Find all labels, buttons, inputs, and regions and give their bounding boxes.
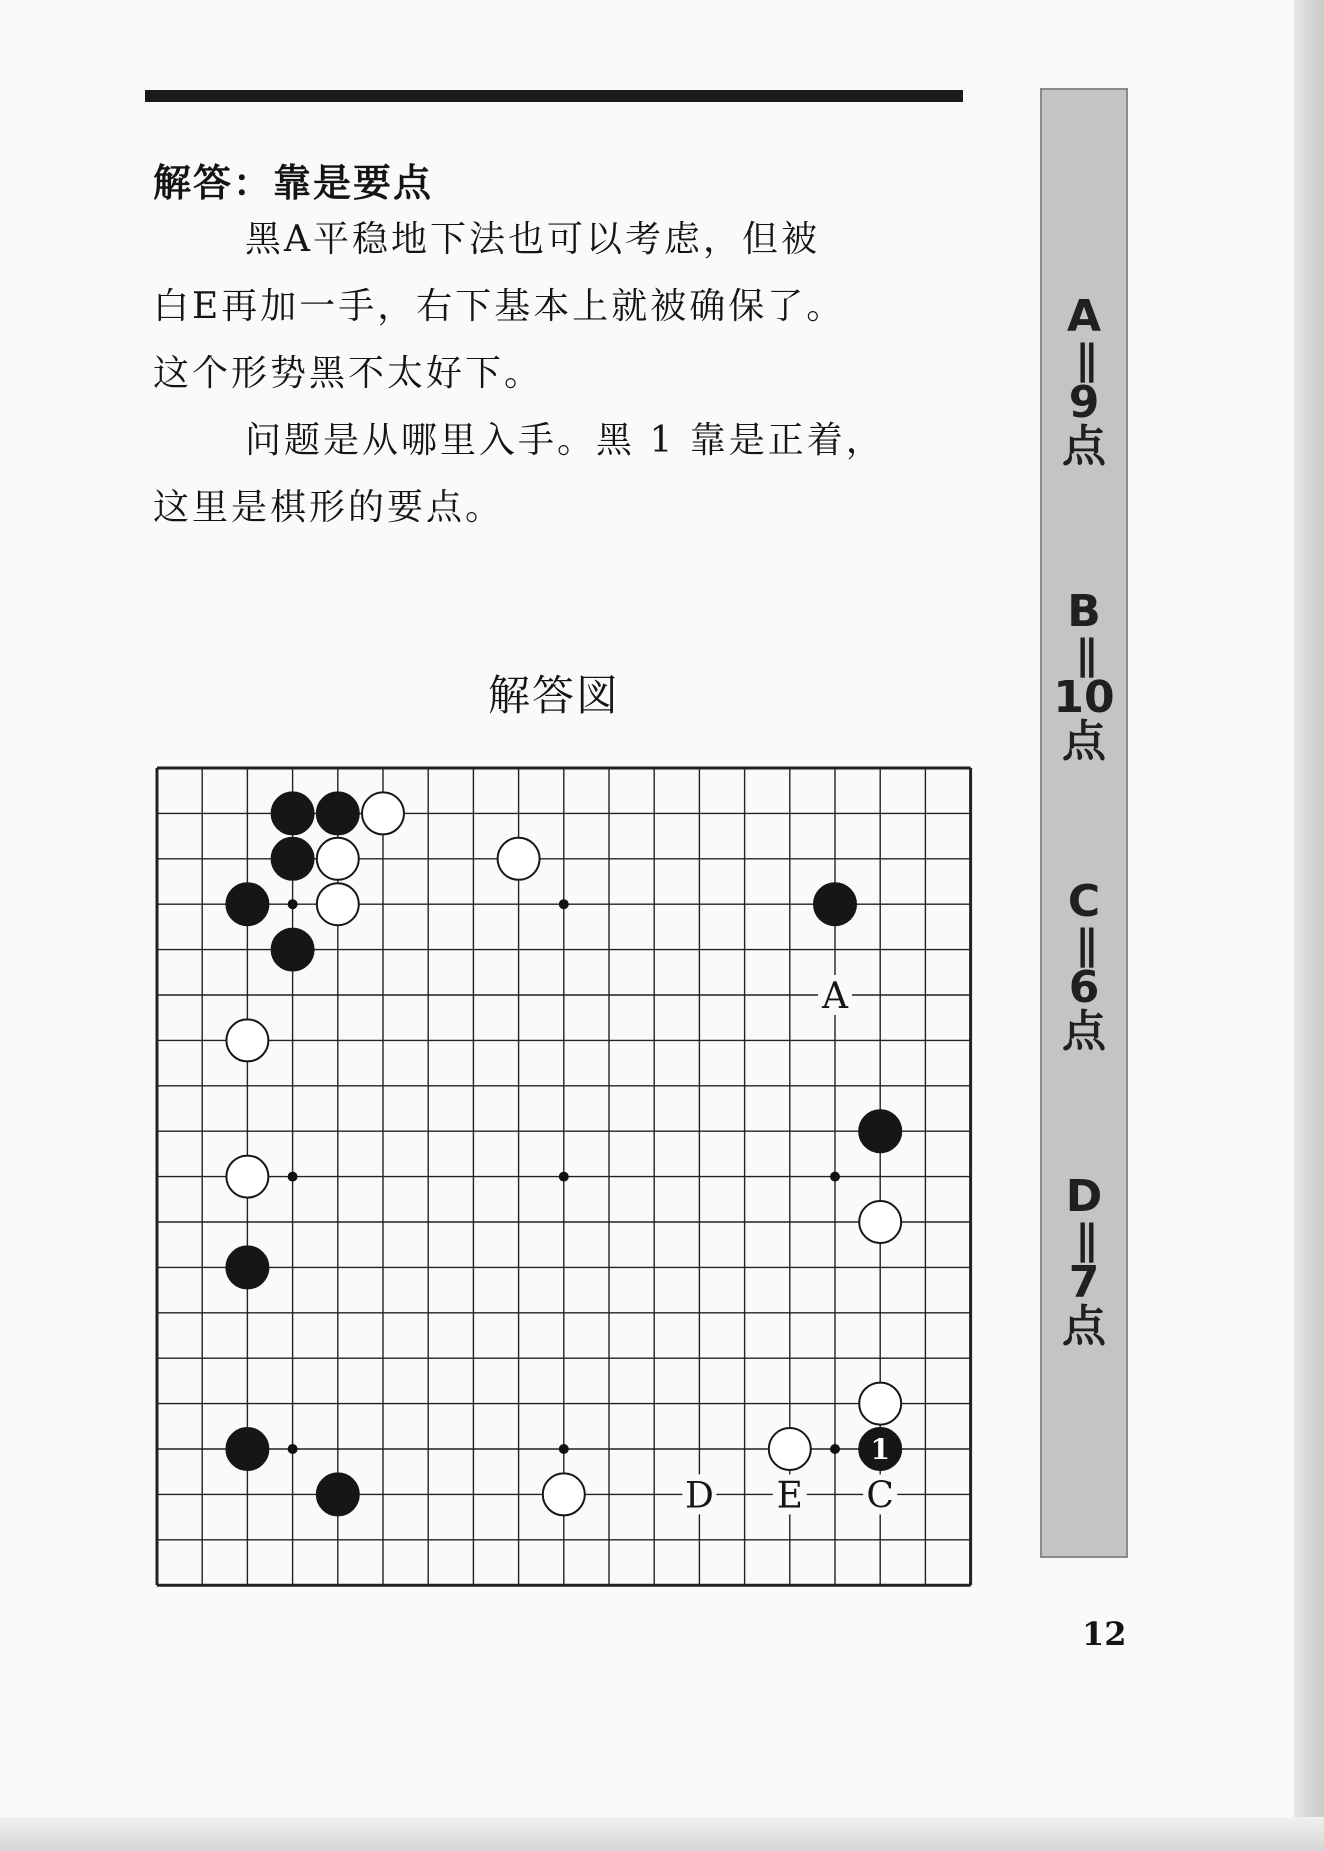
score-unit: 点 bbox=[1062, 1006, 1106, 1057]
white-stone bbox=[226, 1019, 268, 1061]
score-entry-d bbox=[1042, 1171, 1126, 1352]
marker-a bbox=[818, 975, 852, 1017]
white-stone bbox=[543, 1473, 585, 1515]
black-stone bbox=[814, 883, 856, 925]
star-point bbox=[288, 1444, 298, 1454]
page-number: 12 bbox=[1082, 1615, 1127, 1653]
star-point bbox=[559, 1172, 569, 1182]
score-letter: C bbox=[1067, 876, 1101, 927]
star-point bbox=[830, 1444, 840, 1454]
score-separator: || bbox=[1075, 632, 1093, 678]
white-stone bbox=[498, 838, 540, 880]
stone-label: 1 bbox=[870, 1433, 890, 1466]
score-points: 9 bbox=[1068, 377, 1100, 428]
black-stone bbox=[226, 1246, 268, 1288]
black-stone bbox=[226, 883, 268, 925]
score-points: 6 bbox=[1068, 962, 1100, 1013]
black-stone bbox=[226, 1428, 268, 1470]
marker-label: A bbox=[822, 976, 848, 1017]
black-stone bbox=[859, 1428, 901, 1470]
score-unit: 点 bbox=[1062, 716, 1106, 767]
answer-line: 这个形势黑不太好下。 bbox=[153, 353, 544, 394]
score-separator: || bbox=[1075, 337, 1093, 383]
diagram-title: 解答図 bbox=[488, 671, 621, 720]
star-point bbox=[559, 899, 569, 909]
score-letter: B bbox=[1067, 586, 1101, 637]
score-letter: A bbox=[1066, 291, 1102, 342]
black-stone bbox=[272, 838, 314, 880]
black-stone bbox=[317, 1473, 359, 1515]
marker-label: E bbox=[776, 1475, 803, 1517]
score-separator: || bbox=[1075, 1217, 1093, 1263]
score-entry-a bbox=[1042, 291, 1126, 472]
white-stone bbox=[226, 1156, 268, 1198]
score-letter: D bbox=[1065, 1171, 1103, 1222]
star-point bbox=[288, 1172, 298, 1182]
answer-line: 问题是从哪里入手。黑 1 靠是正着， bbox=[245, 420, 885, 461]
black-stone bbox=[272, 929, 314, 971]
marker-d bbox=[682, 1474, 716, 1516]
score-entry-b bbox=[1042, 586, 1126, 767]
answer-line: 黑A平稳地下法也可以考虑，但被 bbox=[245, 219, 820, 260]
black-stone bbox=[272, 792, 314, 834]
white-stone bbox=[317, 838, 359, 880]
score-points: 10 bbox=[1053, 672, 1115, 723]
white-stone bbox=[859, 1201, 901, 1243]
star-point bbox=[559, 1444, 569, 1454]
score-tab bbox=[1040, 88, 1128, 1558]
score-separator: || bbox=[1075, 922, 1093, 968]
white-stone bbox=[362, 792, 404, 834]
black-stone bbox=[317, 792, 359, 834]
black-stone bbox=[859, 1110, 901, 1152]
score-points: 7 bbox=[1068, 1257, 1100, 1308]
marker-e bbox=[773, 1474, 807, 1516]
marker-label: D bbox=[684, 1475, 714, 1517]
score-unit: 点 bbox=[1062, 421, 1106, 472]
star-point bbox=[288, 899, 298, 909]
score-unit: 点 bbox=[1062, 1301, 1106, 1352]
white-stone bbox=[769, 1428, 811, 1470]
answer-line: 这里是棋形的要点。 bbox=[153, 487, 505, 528]
white-stone bbox=[317, 883, 359, 925]
score-entry-c bbox=[1042, 876, 1126, 1057]
answer-line: 白E再加一手，右下基本上就被确保了。 bbox=[153, 286, 846, 327]
marker-label: C bbox=[866, 1475, 894, 1517]
star-point bbox=[830, 1172, 840, 1182]
marker-c bbox=[863, 1474, 897, 1516]
white-stone bbox=[859, 1383, 901, 1425]
answer-heading: 解答：靠是要点 bbox=[153, 160, 434, 205]
